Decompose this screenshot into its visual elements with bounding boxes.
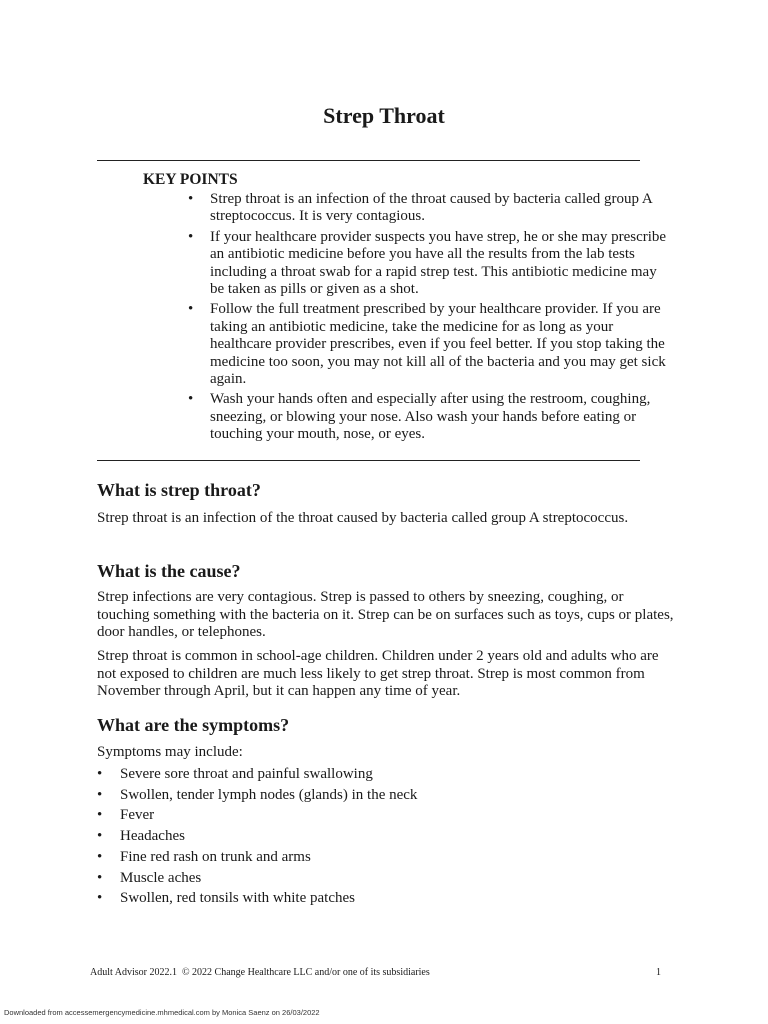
bullet-icon: • — [97, 848, 103, 865]
section-heading-symptoms: What are the symptoms? — [97, 715, 290, 735]
key-point-text: Follow the full treatment prescribed by your healthcare provider. If you are taking an antibiotic medicine, take the medicine for as long as your healthcare provider prescribes, even if you feel better. If you stop taking the medicine too soon, you may not kill all of the bacteria and you may get sick again. — [210, 301, 666, 388]
key-point-item — [188, 301, 674, 388]
key-point-text: If your healthcare provider suspects you have strep, he or she may prescribe an antibiotic medicine before you have all the results from the lab tests including a throat swab for a rapid strep test. This antibiotic medicine may be taken as pills or given as a shot. — [210, 228, 667, 298]
symptom-item — [97, 764, 677, 785]
symptom-item — [97, 868, 677, 889]
key-point-item — [188, 191, 674, 226]
bullet-icon: • — [188, 191, 194, 207]
symptom-text: Fever — [120, 807, 155, 824]
symptoms-intro: Symptoms may include: — [97, 744, 243, 760]
download-note: Downloaded from accessemergencymedicine.mhmedical.com by Monica Saenz on 26/03/2022 — [4, 1008, 320, 1017]
bullet-icon: • — [97, 786, 103, 803]
page-title: Strep Throat — [323, 103, 445, 128]
cause-paragraph-1: Strep infections are very contagious. Strep is passed to others by sneezing, coughing, or touching something with the bacteria on it. Strep can be on surfaces such as toys, cups or plates, door handles, or telephones. — [97, 589, 674, 641]
symptom-item — [97, 847, 677, 868]
symptom-item — [97, 805, 677, 826]
key-point-item — [188, 229, 674, 299]
symptom-text: Fine red rash on trunk and arms — [120, 848, 311, 865]
key-points-heading: KEY POINTS — [143, 171, 238, 188]
symptom-item — [97, 785, 677, 806]
bullet-icon: • — [97, 828, 103, 845]
symptom-item — [97, 888, 677, 909]
bullet-icon: • — [97, 766, 103, 782]
bullet-icon: • — [188, 301, 194, 318]
symptoms-list — [97, 764, 677, 909]
top-divider — [97, 160, 640, 161]
key-point-item — [188, 391, 674, 443]
symptom-text: Swollen, red tonsils with white patches — [120, 890, 355, 907]
bullet-icon: • — [97, 807, 103, 824]
bullet-icon: • — [188, 228, 194, 245]
section-heading-cause: What is the cause? — [97, 561, 241, 581]
symptom-text: Muscle aches — [120, 869, 202, 886]
page-number: 1 — [656, 967, 661, 978]
key-point-text: Wash your hands often and especially after using the restroom, coughing, sneezing, or blowing your nose. Also wash your hands before eating or touching your mouth, nose, or eyes. — [210, 391, 651, 443]
symptom-text: Headaches — [120, 828, 185, 845]
footer-copyright: Adult Advisor 2022.1 © 2022 Change Healthcare LLC and/or one of its subsidiaries — [90, 967, 430, 978]
bullet-icon: • — [97, 890, 103, 907]
symptom-item — [97, 826, 677, 847]
bullet-icon: • — [188, 391, 194, 408]
bullet-icon: • — [97, 869, 103, 886]
key-points-list — [188, 191, 674, 447]
symptom-text: Severe sore throat and painful swallowing — [120, 766, 373, 782]
section-heading-what-is: What is strep throat? — [97, 480, 261, 500]
bottom-divider — [97, 460, 640, 461]
key-point-text: Strep throat is an infection of the throat caused by bacteria called group A streptococcus. It is very contagious. — [210, 191, 652, 225]
symptom-text: Swollen, tender lymph nodes (glands) in the neck — [120, 786, 418, 803]
what-is-paragraph: Strep throat is an infection of the throat caused by bacteria called group A streptococcus. — [97, 510, 629, 526]
cause-paragraph-2: Strep throat is common in school-age children. Children under 2 years old and adults who are not exposed to children are much less likely to get strep throat. Strep is most common from November through April, but it can happen any time of year. — [97, 648, 659, 700]
